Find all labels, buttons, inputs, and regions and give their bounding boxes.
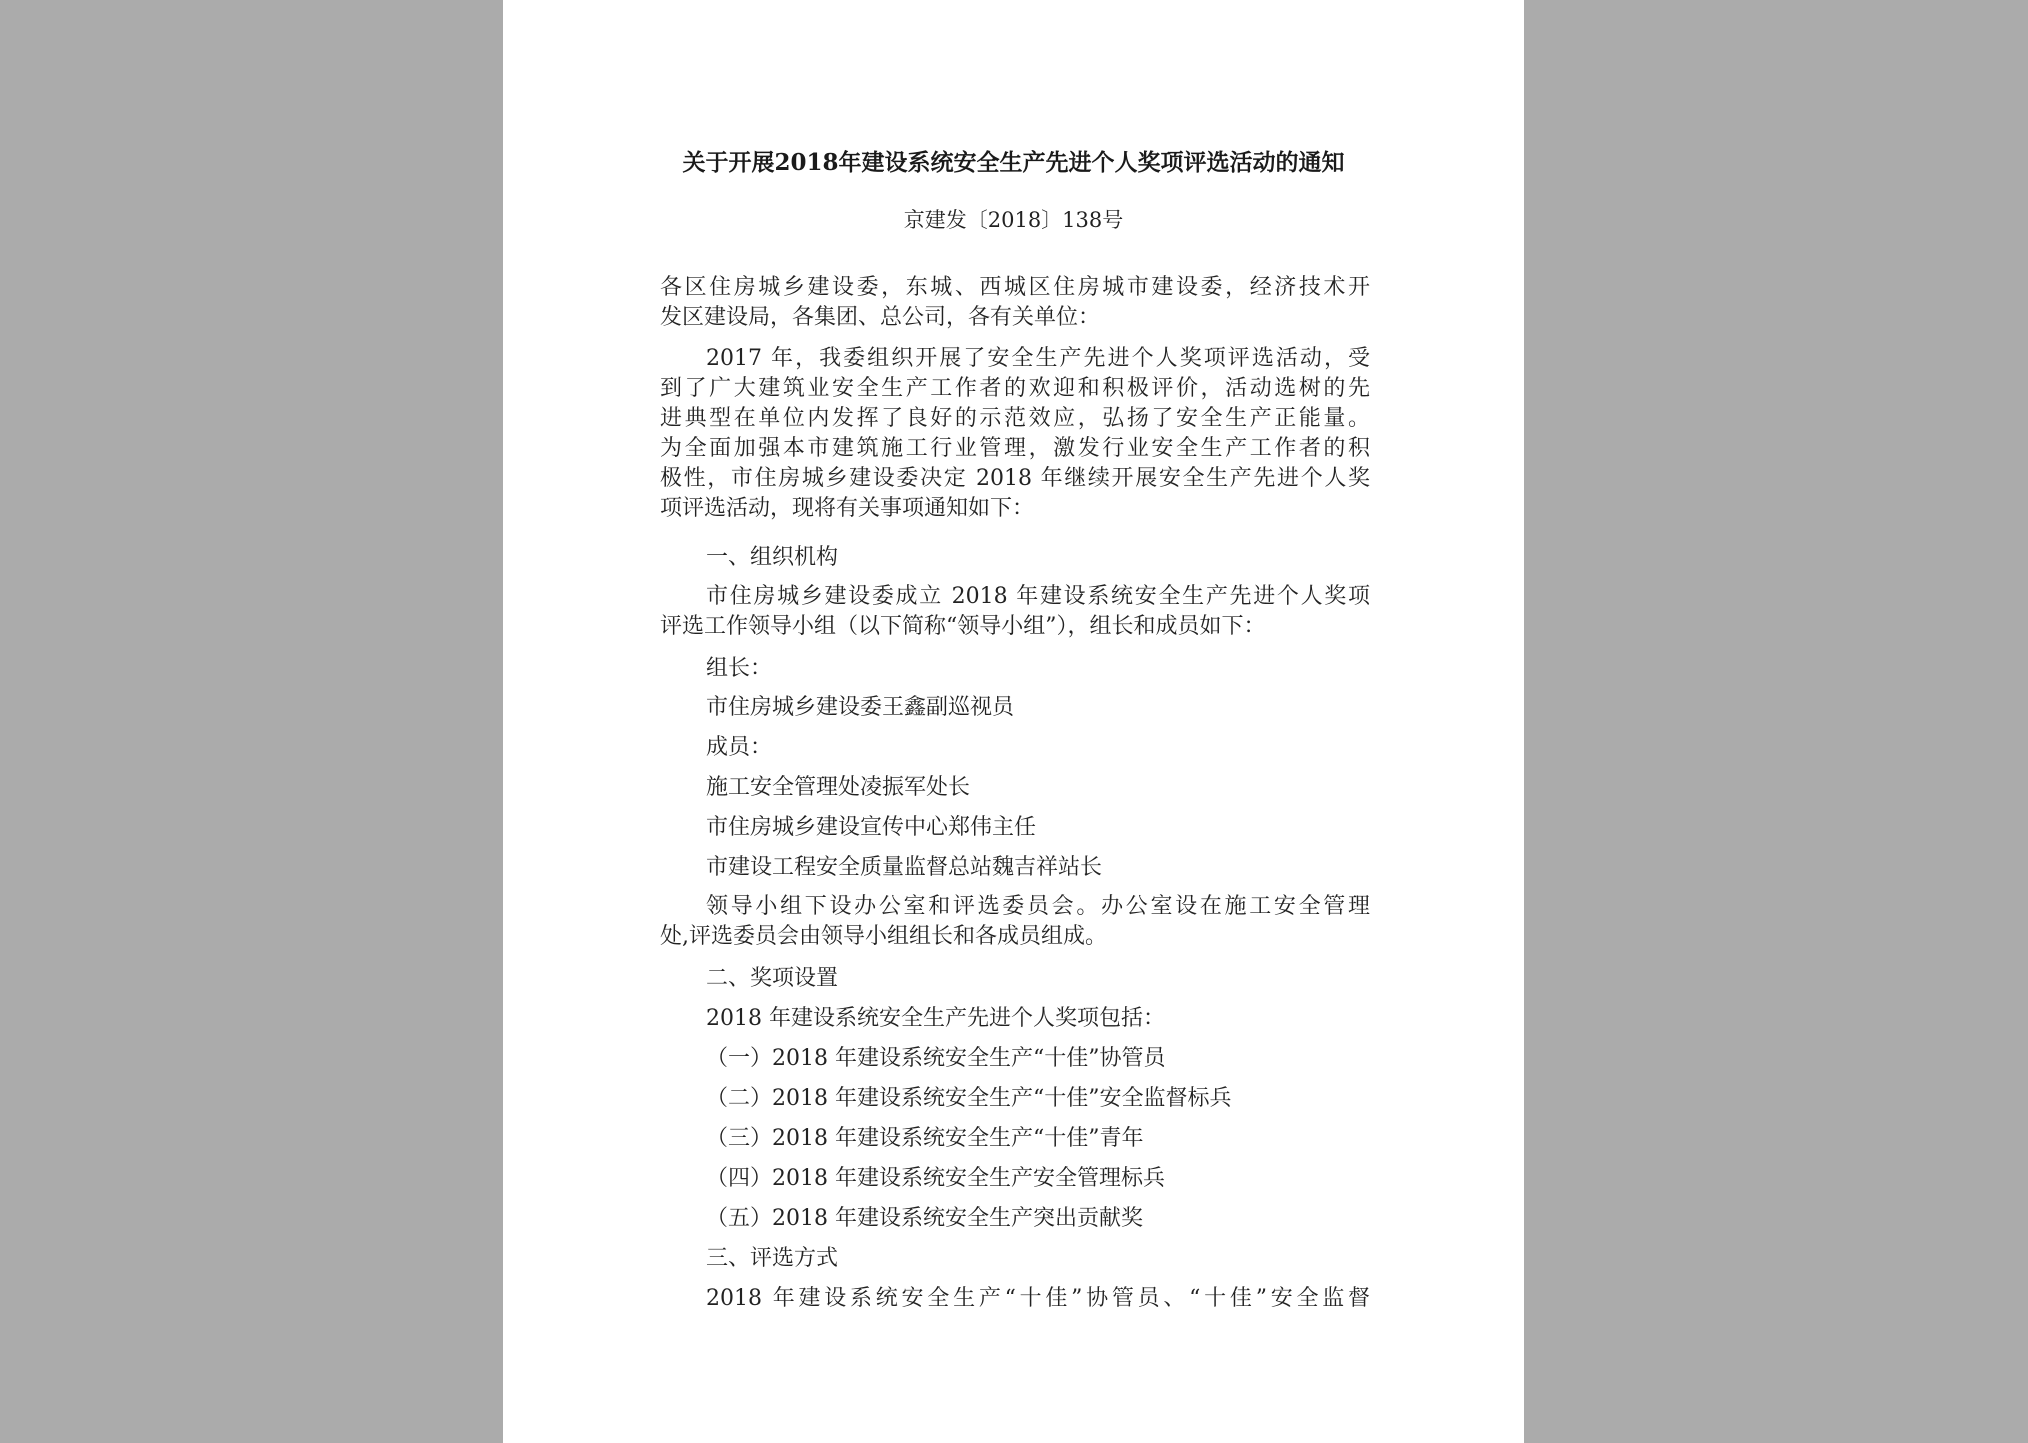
section-heading: 一、组织机构	[706, 545, 839, 570]
addressee-line: 发区建设局，各集团、总公司，各有关单位：	[660, 305, 1101, 330]
section1-line: 市住房城乡建设委成立 2018 年建设系统安全生产先进个人奖项	[706, 584, 1370, 609]
addressee-line: 各区住房城乡建设委，东城、西城区住房城市建设委，经济技术开	[660, 275, 1370, 300]
intro-line: 极性，市住房城乡建设委决定 2018 年继续开展安全生产先进个人奖	[660, 466, 1370, 491]
document-page	[503, 0, 1524, 1443]
document-title: 关于开展2018年建设系统安全生产先进个人奖项评选活动的通知	[682, 149, 1345, 176]
award-item: （四）2018 年建设系统安全生产安全管理标兵	[706, 1166, 1165, 1191]
member-item: 施工安全管理处凌振军处长	[706, 775, 971, 800]
office-line: 处,评选委员会由领导小组组长和各成员组成。	[660, 924, 1107, 949]
award-item: （一）2018 年建设系统安全生产“十佳”协管员	[706, 1046, 1166, 1071]
award-item: （五）2018 年建设系统安全生产突出贡献奖	[706, 1206, 1143, 1231]
section-heading: 二、奖项设置	[706, 966, 839, 991]
document-number: 京建发〔2018〕138号	[903, 208, 1124, 232]
award-item: （二）2018 年建设系统安全生产“十佳”安全监督标兵	[706, 1086, 1232, 1111]
intro-line: 进典型在单位内发挥了良好的示范效应，弘扬了安全生产正能量。	[660, 406, 1370, 431]
section-heading: 三、评选方式	[706, 1246, 839, 1271]
section1-line: 评选工作领导小组（以下简称“领导小组”），组长和成员如下：	[660, 614, 1266, 639]
member-item: 市住房城乡建设宣传中心郑伟主任	[706, 815, 1037, 840]
award-item: （三）2018 年建设系统安全生产“十佳”青年	[706, 1126, 1144, 1151]
section3-line: 2018 年建设系统安全生产“十佳”协管员、“十佳”安全监督	[706, 1286, 1370, 1311]
intro-line: 2017 年，我委组织开展了安全生产先进个人奖项评选活动，受	[706, 346, 1370, 371]
intro-line: 到了广大建筑业安全生产工作者的欢迎和积极评价，活动选树的先	[660, 376, 1370, 401]
leader-label: 组长：	[706, 656, 773, 681]
members-label: 成员：	[706, 735, 773, 760]
leader-name: 市住房城乡建设委王鑫副巡视员	[706, 695, 1015, 720]
intro-line: 项评选活动，现将有关事项通知如下：	[660, 496, 1035, 521]
section2-intro: 2018 年建设系统安全生产先进个人奖项包括：	[706, 1006, 1165, 1031]
member-item: 市建设工程安全质量监督总站魏吉祥站长	[706, 855, 1103, 880]
intro-line: 为全面加强本市建筑施工行业管理，激发行业安全生产工作者的积	[660, 436, 1370, 461]
office-line: 领导小组下设办公室和评选委员会。办公室设在施工安全管理	[706, 894, 1370, 919]
